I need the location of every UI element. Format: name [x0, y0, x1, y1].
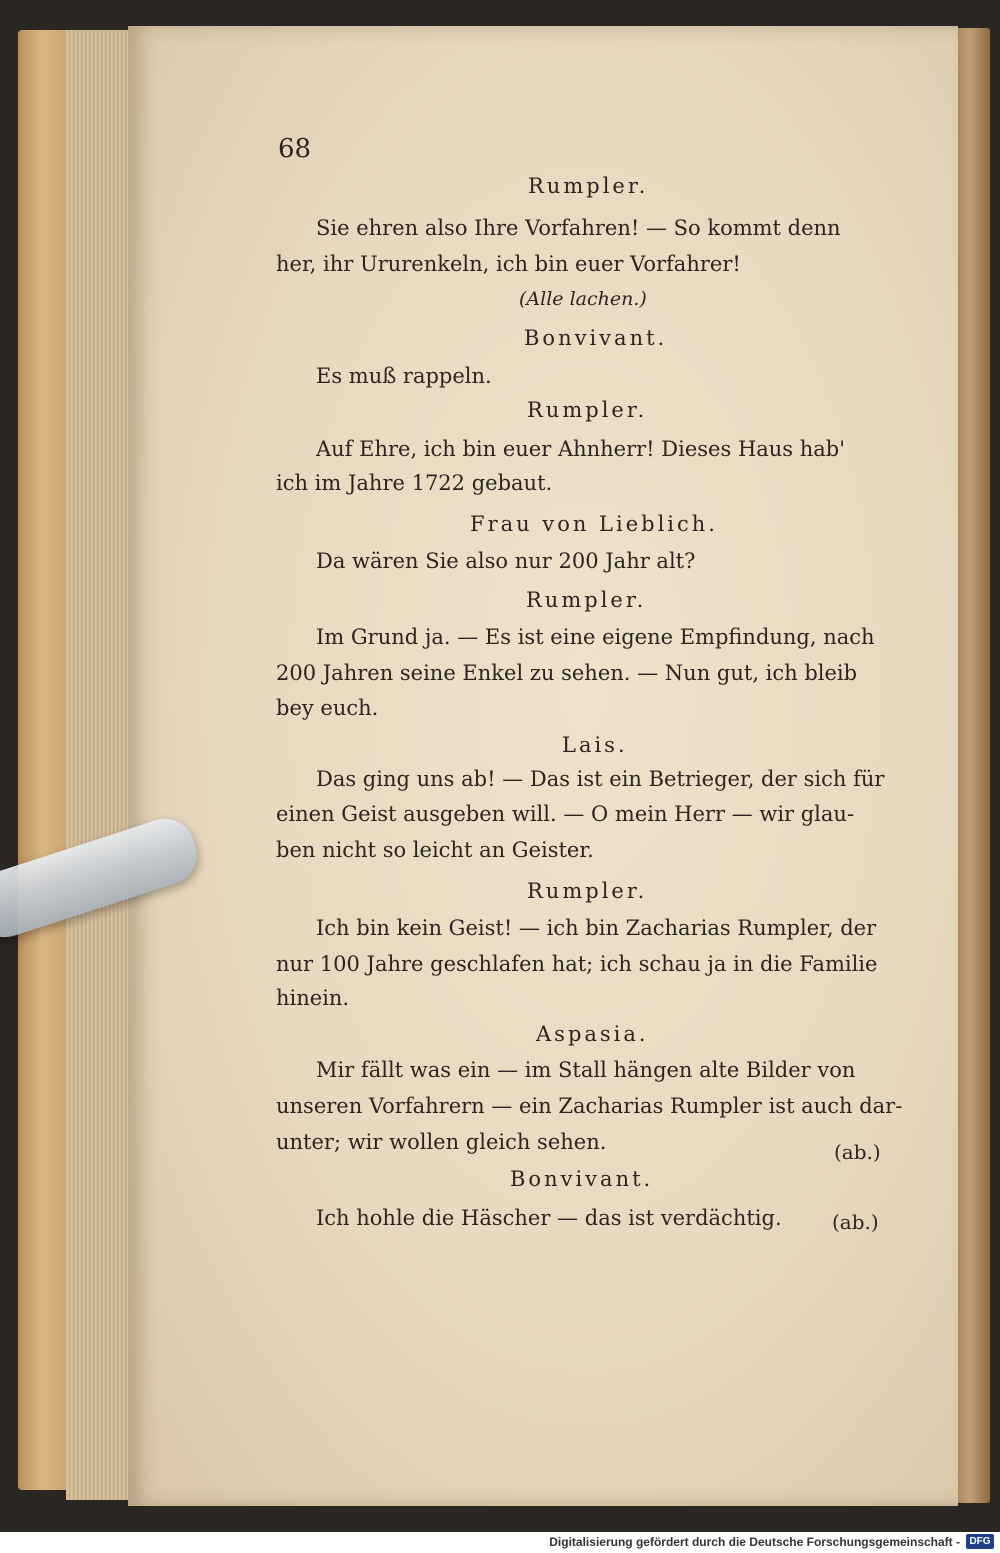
stage-direction: (Alle lachen.) [519, 288, 647, 310]
text-line: hinein. [276, 986, 350, 1010]
page-number: 68 [278, 134, 312, 164]
speaker-name: Rumpler. [526, 588, 647, 612]
text-line: Da wären Sie also nur 200 Jahr alt? [316, 549, 696, 573]
speaker-name: Bonvivant. [510, 1167, 654, 1191]
text-line: unseren Vorfahrern — ein Zacharias Rumpler ist auch dar- [276, 1094, 903, 1118]
stage-direction-exit: (ab.) [834, 1140, 881, 1164]
text-line: unter; wir wollen gleich sehen. [276, 1130, 607, 1154]
text-line: ben nicht so leicht an Geister. [276, 838, 594, 862]
dfg-logo: DFG [966, 1534, 994, 1549]
text-line: Sie ehren also Ihre Vorfahren! — So kommt denn [316, 216, 841, 240]
speaker-name: Bonvivant. [524, 326, 668, 350]
text-line: Ich bin kein Geist! — ich bin Zacharias Rumpler, der [316, 916, 877, 940]
text-line: her, ihr Ururenkeln, ich bin euer Vorfahrer! [276, 252, 741, 276]
speaker-name: Rumpler. [527, 879, 648, 903]
text-line: 200 Jahren seine Enkel zu sehen. — Nun gut, ich bleib [276, 661, 858, 685]
text-line: Im Grund ja. — Es ist eine eigene Empfindung, nach [316, 625, 875, 649]
book-page [128, 26, 958, 1506]
page-stack [66, 30, 136, 1500]
text-line: Das ging uns ab! — Das ist ein Betrieger, der sich für [316, 767, 885, 791]
funding-credit: Digitalisierung gefördert durch die Deutsche Forschungsgemeinschaft - [549, 1535, 960, 1549]
text-line: Ich hohle die Häscher — das ist verdächtig. [316, 1206, 782, 1230]
text-line: Mir fällt was ein — im Stall hängen alte Bilder von [316, 1058, 856, 1082]
stage-direction-exit: (ab.) [832, 1210, 879, 1234]
speaker-name: Rumpler. [528, 174, 649, 198]
text-line: nur 100 Jahre geschlafen hat; ich schau ja in die Familie [276, 952, 878, 976]
text-line: ich im Jahre 1722 gebaut. [276, 471, 553, 495]
speaker-name: Rumpler. [527, 398, 648, 422]
text-line: bey euch. [276, 696, 379, 720]
text-line: Es muß rappeln. [316, 364, 492, 388]
text-line: Auf Ehre, ich bin euer Ahnherr! Dieses Haus hab' [316, 437, 846, 461]
text-line: einen Geist ausgeben will. — O mein Herr — wir glau- [276, 802, 855, 826]
speaker-name: Aspasia. [536, 1022, 649, 1046]
speaker-name: Lais. [562, 733, 628, 757]
speaker-name: Frau von Lieblich. [470, 512, 718, 536]
